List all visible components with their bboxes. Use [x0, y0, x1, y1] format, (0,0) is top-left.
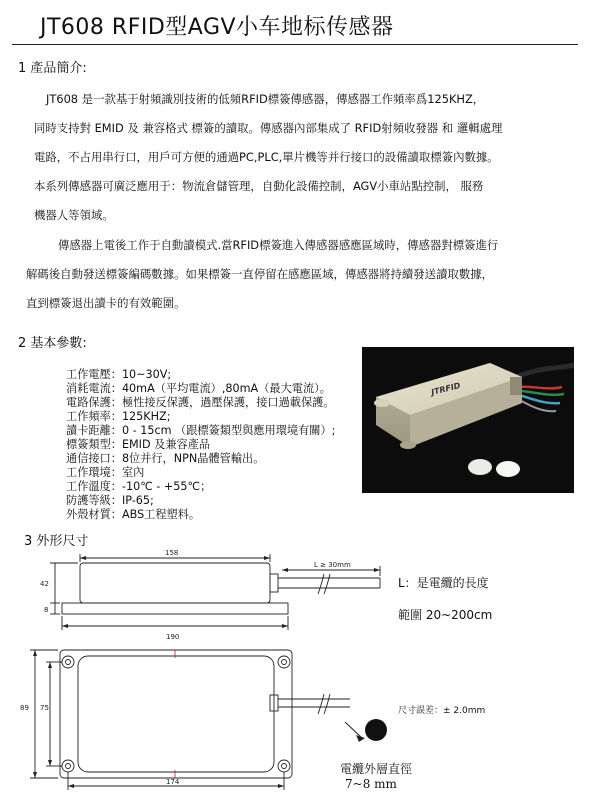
intro-line-3: 電路，不占用串行口，用戶可方便的通過PC,PLC,單片機等并行接口的設備讀取標簽內數據。 — [34, 150, 499, 164]
section-heading-dimensions: 3 外形尺寸 — [24, 534, 89, 549]
spec-interface: 通信接口：8位并行，NPN晶體管輸出。 — [66, 452, 265, 465]
cable-diameter-label: 電纜外層直徑 — [340, 762, 413, 776]
intro-line-7: 解碼後自動發送標簽編碼數據。如果標簽一直停留在感應區域，傳感器將持續發送讀取數據， — [26, 267, 494, 281]
spec-read-distance: 讀卡距離：0 - 15cm （跟標簽類型與應用環境有關）; — [66, 424, 336, 437]
intro-line-2: 同時支持對 EMID 及 兼容格式 標簽的讀取。傳感器內部集成了 RFID射頻收發器 和 邏輯處理 — [34, 121, 503, 135]
section-heading-intro: 1 產品簡介: — [18, 61, 87, 76]
spec-housing: 外殼材質：ABS工程塑料。 — [66, 508, 201, 521]
product-photo — [362, 347, 574, 493]
dim-l: L ≥ 30mm — [314, 561, 351, 569]
dim-42: 42 — [40, 580, 49, 588]
spec-tag-type: 標簽類型：EMID 及兼容產品 — [66, 438, 211, 451]
spec-environment: 工作環境：室內 — [66, 466, 145, 479]
intro-line-8: 直到標簽退出讀卡的有效範圍。 — [26, 296, 186, 310]
note-tolerance: 尺寸誤差：± 2.0mm — [398, 706, 486, 716]
dim-89: 89 — [20, 704, 29, 712]
spec-ip-rating: 防護等級：IP-65; — [66, 494, 154, 507]
dimension-drawing — [0, 550, 590, 800]
spec-voltage: 工作電壓：10~30V; — [66, 368, 172, 381]
cable-diameter-value: 7~8 mm — [345, 777, 397, 791]
spec-frequency: 工作頻率：125KHZ; — [66, 410, 171, 423]
intro-line-5: 機器人等領域。 — [34, 208, 114, 222]
spec-protection: 電路保護：極性接反保護，過壓保護，接口過載保護。 — [66, 396, 335, 409]
page-title: JT608 RFID型AGV小车地标传感器 — [40, 15, 394, 40]
dim-158: 158 — [165, 550, 179, 557]
note-length-range: 範圍 20~200cm — [398, 608, 493, 622]
intro-line-4: 本系列傳感器可廣泛應用于：物流倉儲管理，自動化設備控制，AGV小車站點控制， 服務 — [34, 179, 484, 193]
dim-190: 190 — [166, 633, 180, 641]
spec-temperature: 工作溫度：-10℃ - +55℃； — [66, 480, 212, 493]
dim-174: 174 — [166, 778, 180, 786]
intro-line-1: JT608 是一款基于射頻識別技術的低頻RFID標簽傳感器，傳感器工作頻率爲125KHZ， — [46, 92, 485, 106]
spec-current: 消耗電流：40mA（平均電流）,80mA（最大電流）。 — [66, 382, 331, 395]
intro-line-6: 傳感器上電後工作于自動讀模式.當RFID標簽進入傳感器感應區域時，傳感器對標簽進行 — [58, 238, 499, 252]
title-divider — [12, 44, 578, 45]
section-heading-params: 2 基本參數: — [18, 336, 87, 351]
brand-label: JTRFID — [430, 381, 462, 397]
dim-8: 8 — [44, 606, 49, 614]
note-cable-length: L：是電纜的長度 — [398, 576, 489, 590]
dim-75: 75 — [40, 704, 49, 712]
